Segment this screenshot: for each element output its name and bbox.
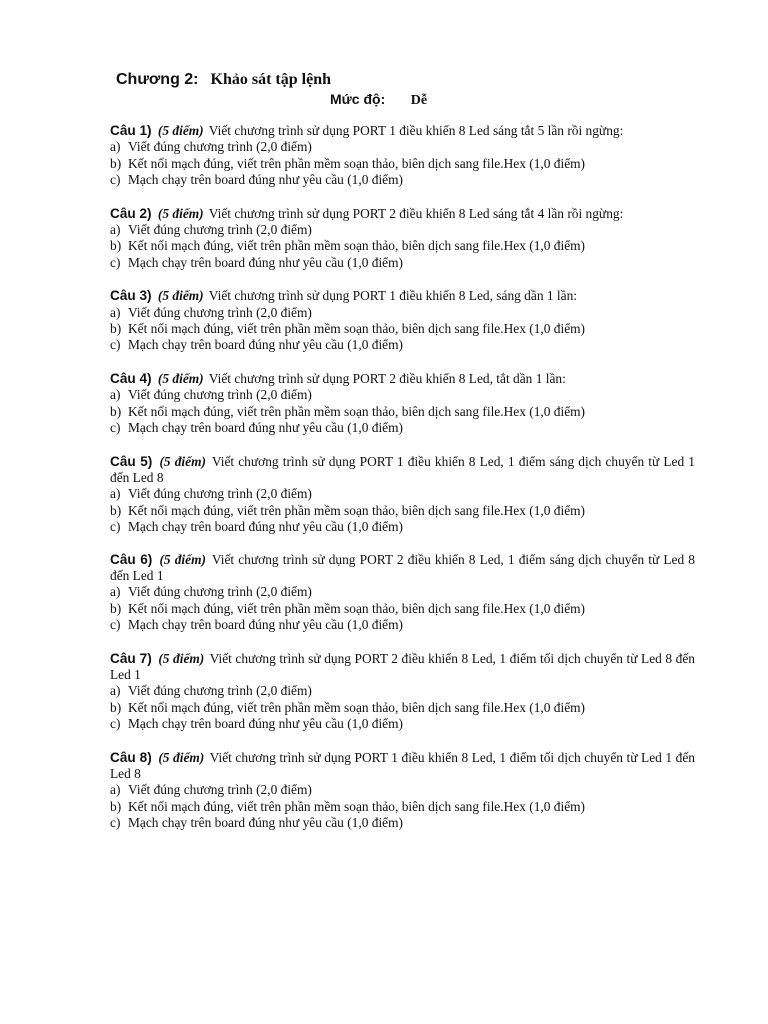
- criterion-letter: b): [110, 798, 122, 814]
- criterion-letter: a): [110, 304, 121, 320]
- criterion-b: [110, 156, 695, 172]
- question-text: Viết chương trình sử dụng PORT 1 điều khiển 8 Led, 1 điểm tối dịch chuyển từ Led 1 đến Led 8: [110, 749, 696, 781]
- question-number: Câu 1): [110, 123, 152, 138]
- criterion-letter: c): [110, 254, 121, 270]
- criterion-letter: c): [110, 172, 121, 188]
- criterion-text: Viết đúng chương trình (2,0 điểm): [128, 683, 312, 699]
- criterion-b: [110, 799, 695, 815]
- question-prompt: [110, 454, 695, 487]
- criterion-letter: a): [110, 683, 121, 699]
- question-points: (5 điểm): [159, 453, 206, 469]
- criterion-text: Kết nối mạch đúng, viết trên phần mềm soạn thảo, biên dịch sang file.Hex (1,0 điểm): [128, 600, 586, 616]
- criterion-letter: c): [110, 815, 121, 831]
- question-5: [110, 454, 695, 536]
- criterion-text: Kết nối mạch đúng, viết trên phần mềm soạn thảo, biên dịch sang file.Hex (1,0 điểm): [128, 699, 586, 715]
- criterion-text: Kết nối mạch đúng, viết trên phần mềm soạn thảo, biên dịch sang file.Hex (1,0 điểm): [128, 798, 586, 814]
- criterion-a: [110, 782, 695, 798]
- criterion-b: [110, 404, 695, 420]
- criterion-text: Kết nối mạch đúng, viết trên phần mềm soạn thảo, biên dịch sang file.Hex (1,0 điểm): [128, 238, 586, 254]
- criterion-c: [110, 519, 695, 535]
- criterion-a: [110, 584, 695, 600]
- level-value: Dễ: [410, 93, 428, 108]
- criterion-text: Viết đúng chương trình (2,0 điểm): [128, 222, 312, 238]
- criterion-text: Mạch chạy trên board đúng như yêu cầu (1,0 điểm): [128, 716, 403, 732]
- criterion-text: Viết đúng chương trình (2,0 điểm): [128, 584, 312, 600]
- question-number: Câu 8): [110, 749, 152, 765]
- question-prompt: [110, 371, 695, 387]
- criterion-c: [110, 172, 695, 188]
- question-7: [110, 651, 695, 733]
- criterion-b: [110, 238, 695, 254]
- question-number: Câu 5): [110, 453, 153, 469]
- chapter-title: Khảo sát tập lệnh: [210, 71, 331, 88]
- question-text: Viết chương trình sử dụng PORT 2 điều khiển 8 Led, tắt dần 1 lần:: [208, 370, 566, 386]
- criterion-text: Kết nối mạch đúng, viết trên phần mềm soạn thảo, biên dịch sang file.Hex (1,0 điểm): [128, 155, 586, 171]
- criterion-text: Viết đúng chương trình (2,0 điểm): [128, 387, 312, 403]
- criterion-text: Viết đúng chương trình (2,0 điểm): [128, 486, 312, 502]
- criterion-a: [110, 486, 695, 502]
- question-prompt: [110, 123, 695, 139]
- criterion-text: Mạch chạy trên board đúng như yêu cầu (1,0 điểm): [128, 519, 403, 535]
- criterion-letter: a): [110, 782, 121, 798]
- question-prompt: [110, 288, 695, 304]
- question-prompt: [110, 552, 695, 585]
- question-list: [110, 123, 695, 849]
- criterion-letter: b): [110, 403, 122, 419]
- criterion-c: [110, 255, 695, 271]
- question-points: (5 điểm): [159, 551, 206, 567]
- level-label: Mức độ:: [330, 91, 386, 107]
- criterion-b: [110, 700, 695, 716]
- chapter-label: Chương 2:: [116, 71, 199, 88]
- question-prompt: [110, 651, 695, 684]
- question-text: Viết chương trình sử dụng PORT 1 điều khiển 8 Led, sáng dần 1 lần:: [208, 288, 577, 304]
- difficulty-level: [330, 90, 427, 110]
- criterion-letter: a): [110, 584, 121, 600]
- question-1: [110, 123, 695, 189]
- question-number: Câu 7): [110, 650, 152, 666]
- criterion-text: Kết nối mạch đúng, viết trên phần mềm soạn thảo, biên dịch sang file.Hex (1,0 điểm): [128, 403, 586, 419]
- criterion-letter: a): [110, 222, 121, 238]
- question-8: [110, 750, 695, 832]
- criterion-letter: b): [110, 321, 122, 337]
- criterion-letter: c): [110, 519, 121, 535]
- criterion-c: [110, 337, 695, 353]
- criterion-c: [110, 716, 695, 732]
- criterion-text: Viết đúng chương trình (2,0 điểm): [128, 304, 312, 320]
- question-prompt: [110, 750, 695, 783]
- criterion-text: Viết đúng chương trình (2,0 điểm): [128, 139, 312, 155]
- question-number: Câu 6): [110, 551, 153, 567]
- question-text: Viết chương trình sử dụng PORT 2 điều khiển 8 Led, 1 điểm sáng dịch chuyển từ Led 8 đến Led 1: [110, 551, 695, 583]
- criterion-c: [110, 420, 695, 436]
- question-points: (5 điểm): [158, 749, 205, 765]
- criterion-text: Mạch chạy trên board đúng như yêu cầu (1,0 điểm): [128, 172, 403, 188]
- criterion-a: [110, 139, 695, 155]
- criterion-letter: c): [110, 716, 121, 732]
- criterion-a: [110, 305, 695, 321]
- criterion-b: [110, 503, 695, 519]
- criterion-text: Kết nối mạch đúng, viết trên phần mềm soạn thảo, biên dịch sang file.Hex (1,0 điểm): [128, 321, 586, 337]
- criterion-letter: c): [110, 337, 121, 353]
- criterion-b: [110, 601, 695, 617]
- criterion-b: [110, 321, 695, 337]
- criterion-letter: b): [110, 238, 122, 254]
- criterion-text: Viết đúng chương trình (2,0 điểm): [128, 782, 312, 798]
- criterion-text: Mạch chạy trên board đúng như yêu cầu (1,0 điểm): [128, 815, 403, 831]
- criterion-letter: b): [110, 600, 122, 616]
- chapter-heading: [116, 70, 331, 90]
- question-number: Câu 2): [110, 205, 152, 221]
- question-text: Viết chương trình sử dụng PORT 2 điều khiển 8 Led sáng tắt 4 lần rồi ngừng:: [208, 205, 624, 221]
- criterion-letter: c): [110, 420, 121, 436]
- criterion-letter: b): [110, 155, 122, 171]
- criterion-c: [110, 815, 695, 831]
- question-points: (5 điểm): [157, 123, 204, 138]
- question-points: (5 điểm): [157, 205, 204, 221]
- criterion-c: [110, 617, 695, 633]
- question-4: [110, 371, 695, 437]
- criterion-text: Mạch chạy trên board đúng như yêu cầu (1,0 điểm): [128, 337, 403, 353]
- criterion-text: Kết nối mạch đúng, viết trên phần mềm soạn thảo, biên dịch sang file.Hex (1,0 điểm): [128, 502, 586, 518]
- criterion-letter: c): [110, 617, 121, 633]
- question-number: Câu 3): [110, 288, 152, 304]
- question-points: (5 điểm): [158, 650, 205, 666]
- criterion-letter: a): [110, 139, 121, 155]
- question-2: [110, 206, 695, 272]
- question-number: Câu 4): [110, 370, 152, 386]
- criterion-a: [110, 222, 695, 238]
- criterion-letter: b): [110, 502, 122, 518]
- question-text: Viết chương trình sử dụng PORT 1 điều khiển 8 Led, 1 điểm sáng dịch chuyển từ Led 1 đến Led 8: [110, 453, 695, 485]
- criterion-a: [110, 683, 695, 699]
- question-text: Viết chương trình sử dụng PORT 2 điều khiển 8 Led, 1 điểm tối dịch chuyển từ Led 8 đến Led 1: [110, 650, 696, 682]
- question-points: (5 điểm): [157, 288, 204, 304]
- question-text: Viết chương trình sử dụng PORT 1 điều khiển 8 Led sáng tắt 5 lần rồi ngừng:: [208, 123, 624, 138]
- criterion-a: [110, 387, 695, 403]
- criterion-letter: b): [110, 699, 122, 715]
- criterion-text: Mạch chạy trên board đúng như yêu cầu (1,0 điểm): [128, 254, 403, 270]
- criterion-letter: a): [110, 486, 121, 502]
- question-6: [110, 552, 695, 634]
- criterion-text: Mạch chạy trên board đúng như yêu cầu (1,0 điểm): [128, 420, 403, 436]
- criterion-letter: a): [110, 387, 121, 403]
- question-prompt: [110, 206, 695, 222]
- criterion-text: Mạch chạy trên board đúng như yêu cầu (1,0 điểm): [128, 617, 403, 633]
- question-points: (5 điểm): [157, 370, 204, 386]
- question-3: [110, 288, 695, 354]
